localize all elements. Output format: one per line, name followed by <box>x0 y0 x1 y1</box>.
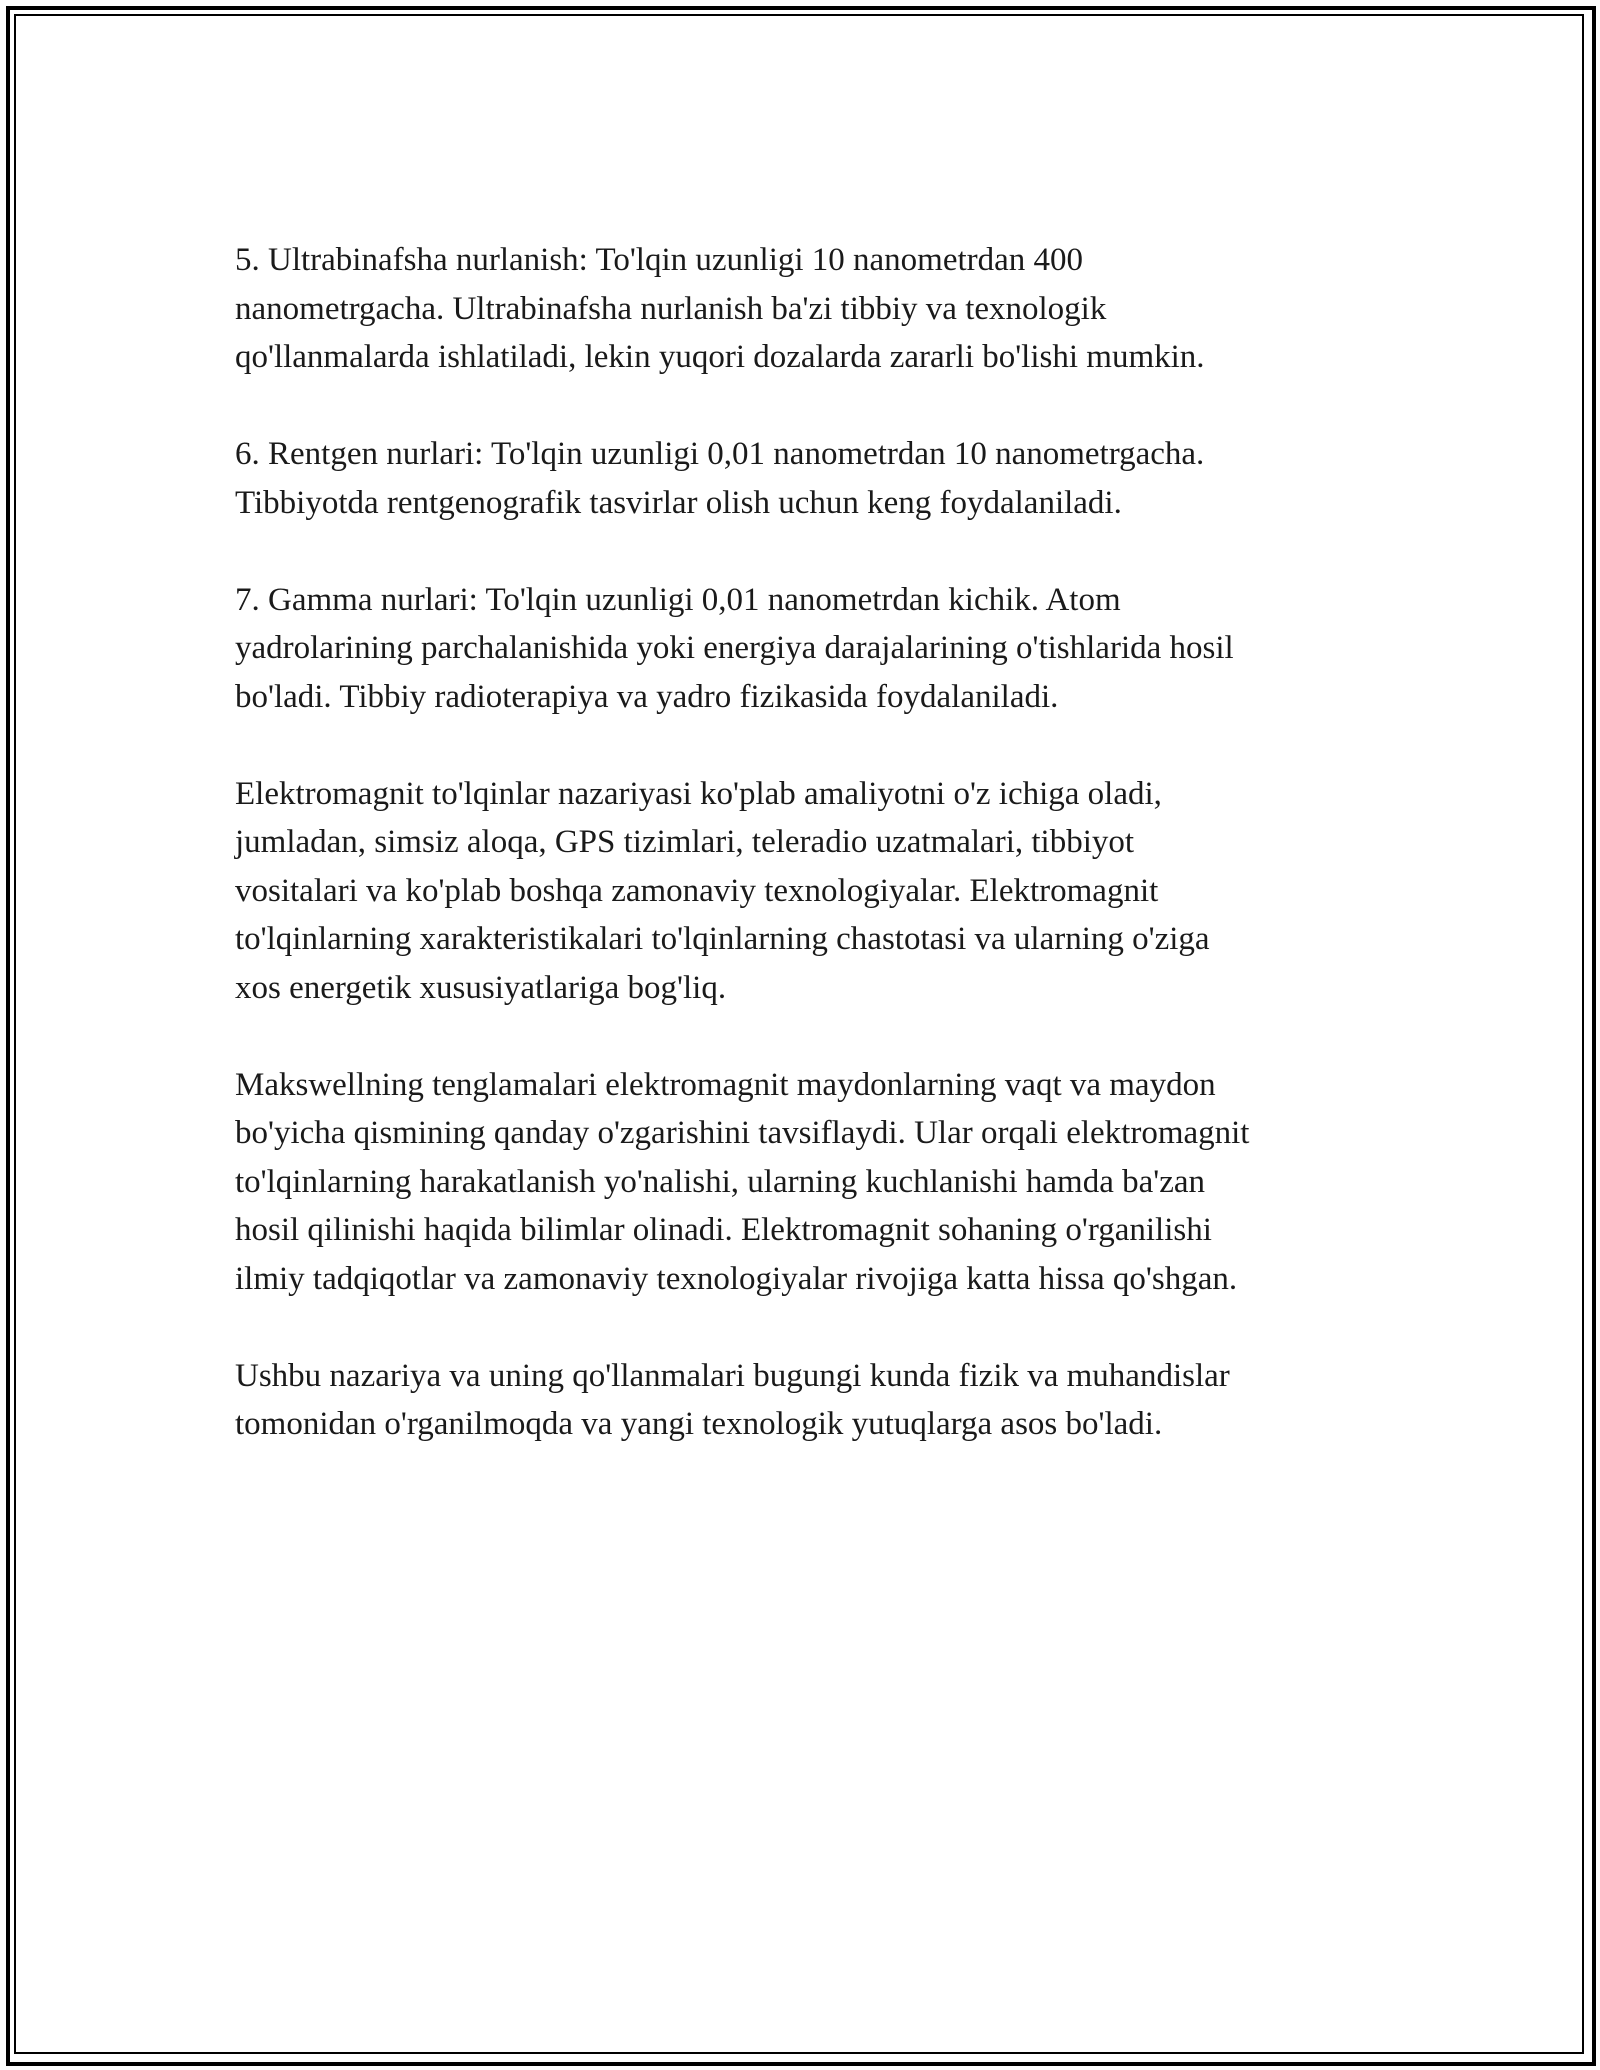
text-line: 5. Ultrabinafsha nurlanish: To'lqin uzunligi 10 nanometrdan 400 <box>235 242 1084 278</box>
text-line: vositalari va ko'plab boshqa zamonaviy texnologiyalar. Elektromagnit <box>235 872 1159 909</box>
text-line: Elektromagnit to'lqinlar nazariyasi ko'plab amaliyotni o'z ichiga oladi, <box>235 775 1162 812</box>
paragraph-maxwell <box>235 1061 1375 1304</box>
text-line: jumladan, simsiz aloqa, GPS tizimlari, teleradio uzatmalari, tibbiyot <box>235 824 1135 860</box>
text-line: Tibbiyotda rentgenografik tasvirlar olish uchun keng foydalaniladi. <box>235 484 1122 521</box>
paragraph-em-theory <box>235 770 1375 1013</box>
text-line: ilmiy tadqiqotlar va zamonaviy texnologiyalar rivojiga katta hissa qo'shgan. <box>235 1260 1238 1297</box>
text-line: nanometrgacha. Ultrabinafsha nurlanish ba'zi tibbiy va texnologik <box>235 290 1107 327</box>
paragraph-ultraviolet <box>235 236 1375 382</box>
paragraph-conclusion <box>235 1352 1375 1449</box>
text-line: tomonidan o'rganilmoqda va yangi texnologik yutuqlarga asos bo'ladi. <box>235 1406 1163 1442</box>
text-line: to'lqinlarning harakatlanish yo'nalishi, ularning kuchlanishi hamda ba'zan <box>235 1163 1206 1200</box>
text-line: hosil qilinishi haqida bilimlar olinadi. Elektromagnit sohaning o'rganilishi <box>235 1212 1212 1248</box>
text-line: bo'yicha qismining qanday o'zgarishini tavsiflaydi. Ular orqali elektromagnit <box>235 1115 1250 1151</box>
text-line: qo'llanmalarda ishlatiladi, lekin yuqori dozalarda zararli bo'lishi mumkin. <box>235 339 1205 375</box>
text-line: xos energetik xususiyatlariga bog'liq. <box>235 969 727 1006</box>
text-line: 6. Rentgen nurlari: To'lqin uzunligi 0,01 nanometrdan 10 nanometrgacha. <box>235 436 1205 472</box>
text-line: 7. Gamma nurlari: To'lqin uzunligi 0,01 nanometrdan kichik. Atom <box>235 581 1121 618</box>
paragraph-gamma <box>235 576 1375 722</box>
text-line: Makswellning tenglamalari elektromagnit maydonlarning vaqt va maydon <box>235 1066 1216 1103</box>
document-body <box>235 236 1375 1497</box>
text-line: Ushbu nazariya va uning qo'llanmalari bugungi kunda fizik va muhandislar <box>235 1357 1230 1394</box>
text-line: to'lqinlarning xarakteristikalari to'lqinlarning chastotasi va ularning o'ziga <box>235 921 1210 957</box>
text-line: bo'ladi. Tibbiy radioterapiya va yadro fizikasida foydalaniladi. <box>235 678 1059 715</box>
paragraph-xray <box>235 430 1375 527</box>
text-line: yadrolarining parchalanishida yoki energiya darajalarining o'tishlarida hosil <box>235 630 1234 666</box>
